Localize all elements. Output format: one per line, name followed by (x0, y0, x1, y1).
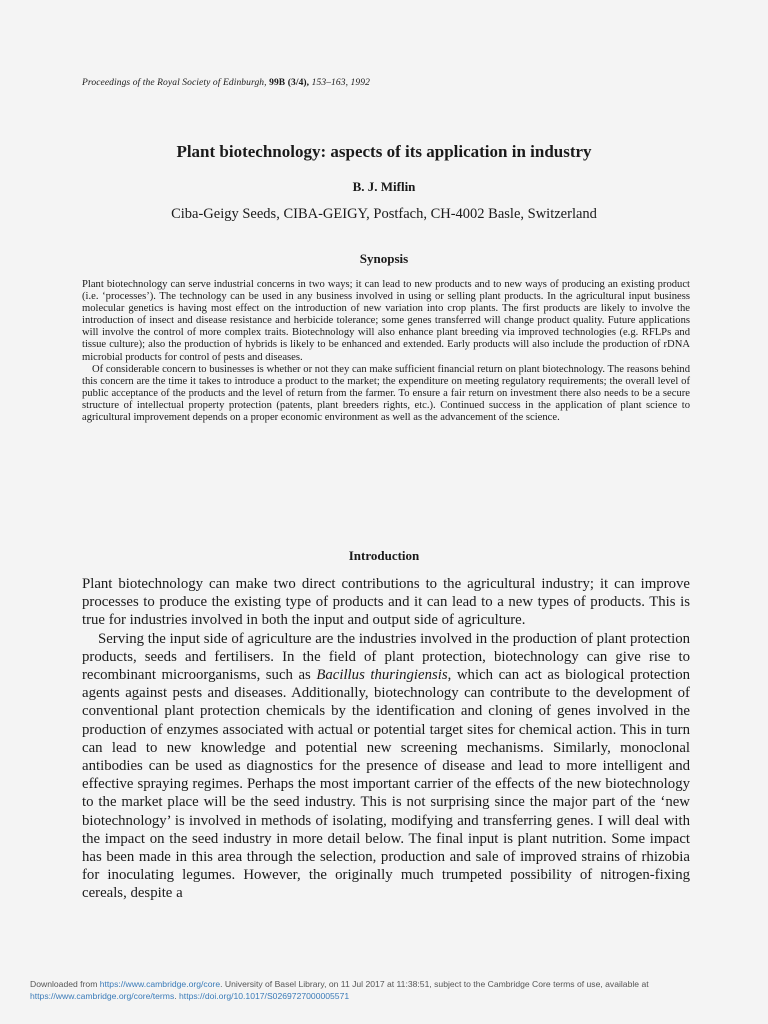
cambridge-core-link[interactable]: https://www.cambridge.org/core (99, 979, 221, 989)
species-name: Bacillus thuringiensis (316, 667, 448, 684)
author-affiliation: Ciba-Geigy Seeds, CIBA-GEIGY, Postfach, CH-4002 Basle, Switzerland (171, 206, 597, 222)
article-author: B. J. Miflin (352, 179, 416, 194)
terms-link[interactable]: https://www.cambridge.org/core/terms (30, 991, 175, 1001)
synopsis-section (82, 279, 690, 424)
journal-volume: 99B (3/4), (269, 78, 310, 88)
synopsis-paragraph-2: Of considerable concern to businesses is whether or not they can make sufficient financial return on plant biotechnology. The reasons behind this concern are the time it takes to introduce a product to the market; the expenditure on meeting regulatory requirements; the overall level of public acceptance of the products and the level of return from the farmer. To ensure a fair return on investment there also needs to be a secure structure of intellectual property protection (patents, plant breeders rights, etc.). Continued success in the application of plant science to agricultural improvement depends on a proper economic environment as well as the advancement of the science. (82, 363, 690, 424)
paragraph-2-text-b: , which can act as biological protection agents against pests and diseases. Additionally, biotechnology can contribute to the development of conventional plant protection chemicals by the identification and cloning of genes involved in the production of enzymes associated with actual or potential target sites for chemical action. This in turn can lead to new knowledge and potential new screening mechanisms. Similarly, monoclonal antibodies can be used as diagnostics for the presence of disease and lead to more intelligent and effective spraying regimes. Perhaps the most important carrier of the effects of the new biotechnology to the market place will be the seed industry. This is not surprising since the major part of the ‘new biotechnology’ is involved in methods of isolating, modifying and transferring genes. I will deal with the impact on the seed industry in more detail below. The final input is plant nutrition. Some impact has been made in this area through the selection, production and sale of improved strains of rhizobia for inoculating legumes. However, the originally much trumpeted possibility of nitrogen-fixing cereals, despite a (82, 667, 690, 902)
synopsis-heading: Synopsis (359, 251, 409, 266)
article-title: Plant biotechnology: aspects of its application in industry (176, 142, 592, 161)
introduction-section (82, 575, 690, 903)
download-footer (30, 978, 742, 1002)
doi-link[interactable]: https://doi.org/10.1017/S0269727000005571 (179, 991, 350, 1001)
introduction-paragraph-2 (82, 630, 690, 903)
introduction-paragraph-1: Plant biotechnology can make two direct contributions to the agricultural industry; it can improve processes to produce the existing type of products and it can lead to a new types of products. This is true for industries involved in both the input and output side of agriculture. (82, 576, 690, 629)
journal-pages-year: 153–163, 1992 (311, 78, 370, 88)
journal-citation (82, 78, 370, 88)
paragraph-2-text-a: Serving the input side of agriculture are the industries involved in the production of plant protection products, seeds and fertilisers. In the field of plant protection, biotechnology can give rise to recombinant microorganisms, such as (82, 630, 690, 684)
journal-name: Proceedings of the Royal Society of Edinburgh, (82, 78, 267, 88)
synopsis-paragraph-1: Plant biotechnology can serve industrial concerns in two ways; it can lead to new products and to new ways of producing an existing product (i.e. ‘processes’). The technology can be used in any business involved in using or selling plant products. In the agricultural input business molecular genetics is having most effect on the introduction of new variation into crop plants. The first products are likely to involve the introduction of insect and disease resistance and herbicide tolerance; some genes transferred will change product quality. Future applications will involve the control of more complex traits. Biotechnology will also enhance plant breeding via improved technologies (e.g. RFLPs and tissue culture); also the production of hybrids is likely to be enhanced and extended. Early products will also include the production of rDNA microbial products for control of pests and diseases. (82, 279, 690, 363)
footer-middle: . University of Basel Library, on 11 Jul 2017 at 11:38:51, subject to the Cambridge Core terms of use, available at (220, 979, 649, 989)
footer-separator: . (174, 991, 180, 1001)
footer-prefix: Downloaded from (30, 979, 100, 989)
introduction-heading: Introduction (348, 548, 420, 563)
